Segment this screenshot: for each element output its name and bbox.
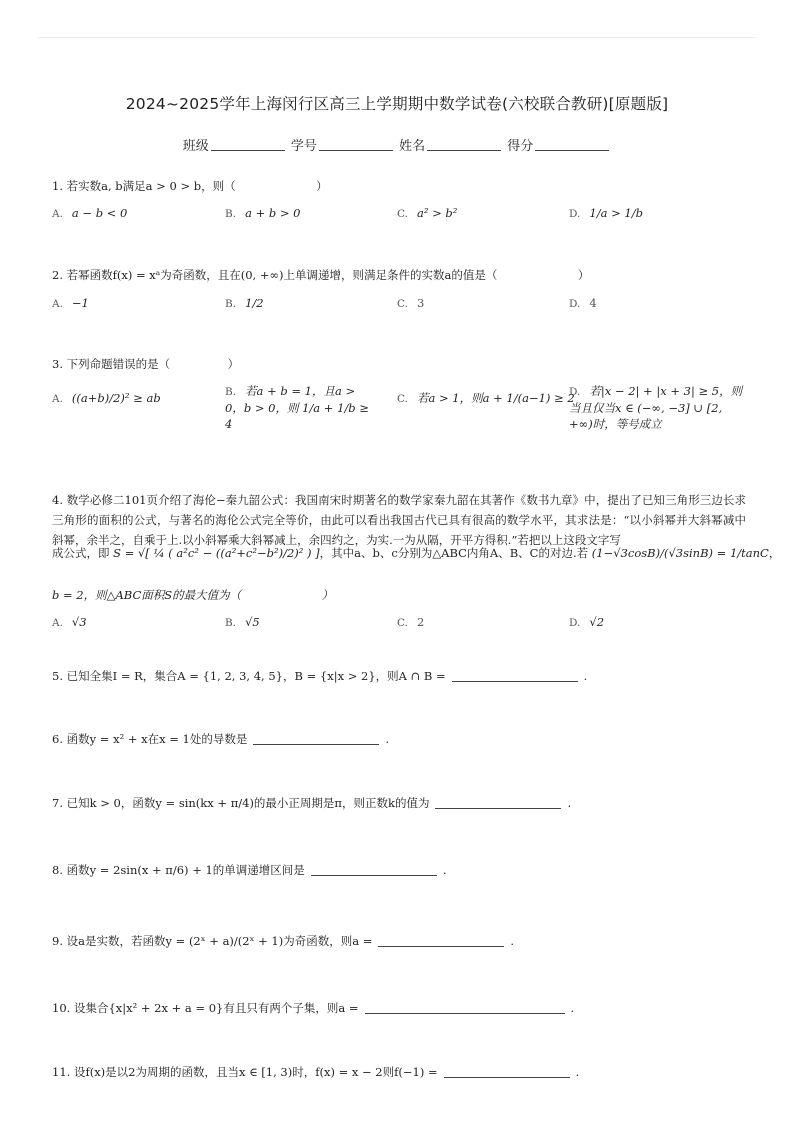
q3-option-c[interactable]: C. 若a > 1，则a + 1/(a−1) ≥ 2 [397,391,575,405]
name-label: 姓名 [399,139,426,154]
name-blank[interactable] [427,138,501,151]
q3-option-d[interactable]: D. 若|x − 2| + |x + 3| ≥ 5，则当且仅当x ∈ (−∞, −3] ∪ [2, +∞)时，等号成立 [569,384,743,431]
q8-answer-blank[interactable] [311,863,437,876]
question-1 [52,178,752,194]
score-label: 得分 [507,139,534,154]
q3-option-a[interactable]: A. ((a+b)/2)² ≥ ab [52,391,161,405]
question-10: 10. 设集合{x|x² + 2x + a = 0}有且只有两个子集，则a = . [52,1001,575,1015]
question-2-stem: 2. 若幂函数f(x) = xᵃ为奇函数，且在(0, +∞)上单调递增，则满足条件的实数a的值是（ ） [52,268,590,282]
q4-option-b[interactable]: B. √5 [225,615,260,629]
question-2 [52,267,752,283]
question-11: 11. 设f(x)是以2为周期的函数，且当x ∈ [1, 3)时，f(x) = x − 2则f(−1) = . [52,1065,580,1079]
q3-option-b[interactable]: B. 若a + b = 1，且a > 0，b > 0，则 1/a + 1/b ≥ 4 [225,384,369,431]
student-info [0,135,794,154]
area-formula: S = √[ ¼ ( a²c² − ((a²+c²−b²)/2)² ) ] [113,546,320,560]
q2-option-d[interactable]: D. 4 [569,296,597,310]
q2-option-a[interactable]: A. −1 [52,296,89,310]
q4-option-d[interactable]: D. √2 [569,615,605,629]
question-4: 4. 数学必修二101页介绍了海伦−秦九韶公式：我国南宋时期著名的数学家秦九韶在其著作《数书九章》中，提出了已知三角形三边长求三角形的面积的公式，与著名的海伦公式完全等价，由此可以看出我国古代已具有很高的数学水平，其求法是：“以小斜幂并大斜幂减中斜幂，余半之，自乘于上.以小斜幂乘大斜幂减上，余四约之，为实.一为从隔，开平方得积.”若把以上这段文字写 [52,493,746,547]
question-9: 9. 设a是实数，若函数y = (2ˣ + a)/(2ˣ + 1)为奇函数，则a = . [52,934,515,948]
id-label: 学号 [290,139,317,154]
question-4-end: b = 2，则△ABC面积S的最大值为（ ） [52,588,334,602]
class-blank[interactable] [211,138,285,151]
top-divider [38,37,756,38]
question-4-stem: 数学必修二101页介绍了海伦−秦九韶公式：我国南宋时期著名的数学家秦九韶在其著作《数书九章》中，提出了已知三角形三边长求三角形的面积的公式，与著名的海伦公式完全等价，由此可以看出我国古代已具有很高的数学水平，其求法是：“以小斜幂并大斜幂减中斜幂，余半之，自乘于上.以小斜幂乘大斜幂减上，余四约之，为实.一为从隔，开平方得积.”若把以上这段文字写 [52,493,746,547]
q9-answer-blank[interactable] [378,934,504,947]
question-5: 5. 已知全集I = R，集合A = {1, 2, 3, 4, 5}，B = {x|x > 2}，则A ∩ B = . [52,669,588,683]
q11-answer-blank[interactable] [444,1065,570,1078]
score-blank[interactable] [535,138,609,151]
q10-answer-blank[interactable] [365,1001,565,1014]
question-3-stem: 3. 下列命题错误的是（ ） [52,357,240,371]
q4-option-c[interactable]: C. 2 [397,615,425,629]
q6-answer-blank[interactable] [253,732,379,745]
class-label: 班级 [182,139,209,154]
q1-option-a[interactable]: A. a − b < 0 [52,206,128,220]
q5-answer-blank[interactable] [452,669,578,682]
question-1-stem: 1. 若实数a, b满足a > 0 > b，则（ ） [52,179,328,193]
condition-formula: (1−√3cosB)/(√3sinB) = 1/tanC [591,546,769,560]
q1-option-c[interactable]: C. a² > b² [397,206,458,220]
q4-option-a[interactable]: A. √3 [52,615,87,629]
q1-option-d[interactable]: D. 1/a > 1/b [569,206,643,220]
question-6: 6. 函数y = x² + x在x = 1处的导数是 . [52,732,390,746]
q7-answer-blank[interactable] [435,796,561,809]
q1-option-b[interactable]: B. a + b > 0 [225,206,301,220]
id-blank[interactable] [319,138,393,151]
q2-option-b[interactable]: B. 1/2 [225,296,264,310]
question-8: 8. 函数y = 2sin(x + π/6) + 1的单调递增区间是 . [52,863,447,877]
question-3 [52,356,752,372]
q2-option-c[interactable]: C. 3 [397,296,425,310]
page-title: 2024~2025学年上海闵行区高三上学期期中数学试卷(六校联合教研)[原题版] [125,95,669,113]
question-4-formula-line: 成公式，即 S = √[ ¼ ( a²c² − ((a²+c²−b²)/2)² ) ]，其中a、b、c分别为△ABC内角A、B、C的对边.若 (1−√3cosB)/(√3sinB) = 1/tanC， [52,546,781,560]
question-7: 7. 已知k > 0，函数y = sin(kx + π/4)的最小正周期是π，则正数k的值为 . [52,796,572,810]
